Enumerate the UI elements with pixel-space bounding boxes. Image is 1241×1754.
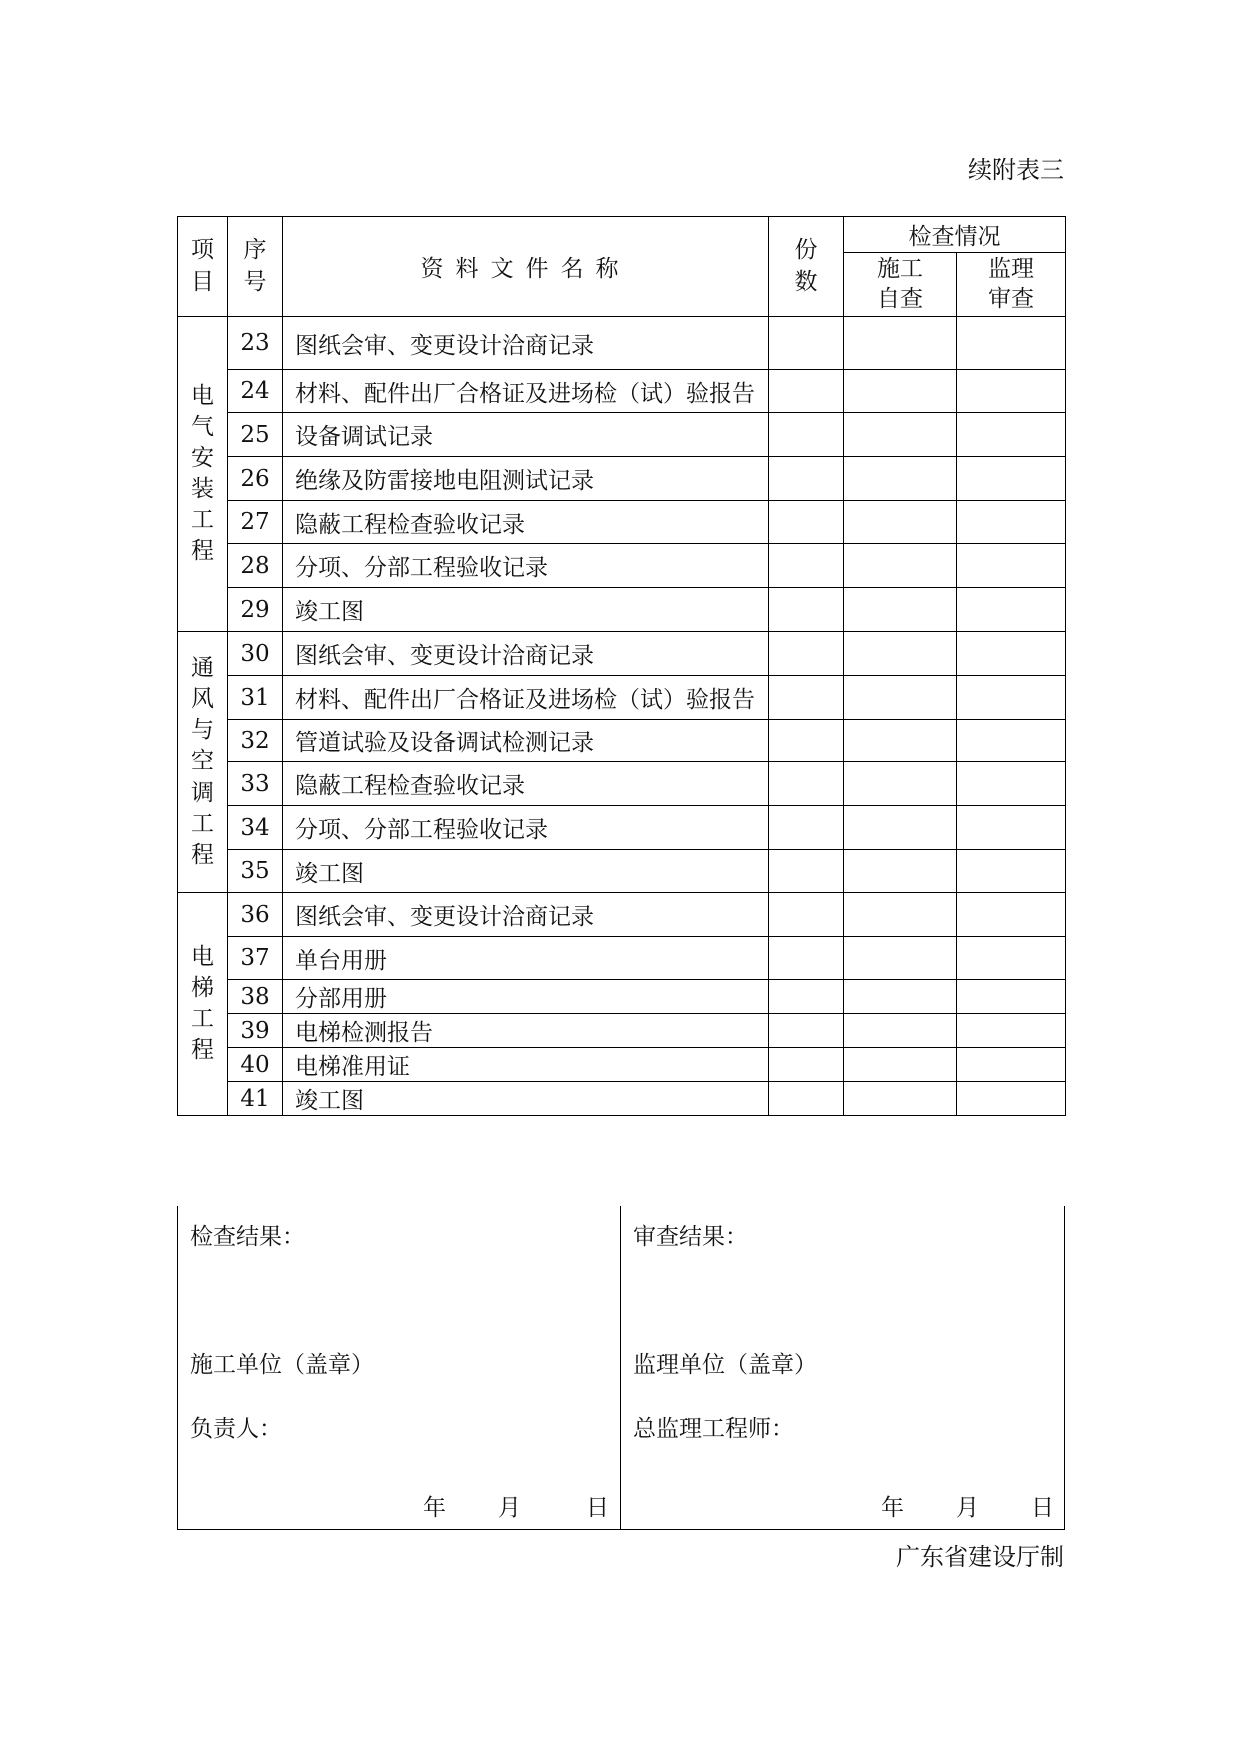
seq-cell: 26 (228, 457, 283, 501)
seq-cell: 24 (228, 370, 283, 413)
self-check-cell[interactable] (844, 1082, 957, 1116)
header-item-label: 项目 (191, 237, 214, 295)
document-name-cell: 管道试验及设备调试检测记录 (283, 720, 769, 762)
seq-cell: 31 (228, 676, 283, 720)
document-name-cell: 材料、配件出厂合格证及进场检（试）验报告 (283, 676, 769, 720)
copies-cell[interactable] (769, 937, 844, 980)
seq-cell: 32 (228, 720, 283, 762)
self-check-cell[interactable] (844, 544, 957, 588)
supervision-check-cell[interactable] (957, 980, 1066, 1014)
self-check-cell[interactable] (844, 980, 957, 1014)
seq-cell: 40 (228, 1048, 283, 1082)
copies-cell[interactable] (769, 457, 844, 501)
supervision-check-cell[interactable] (957, 457, 1066, 501)
supervision-check-cell[interactable] (957, 588, 1066, 632)
document-name-cell: 图纸会审、变更设计洽商记录 (283, 893, 769, 937)
self-check-cell[interactable] (844, 632, 957, 676)
supervision-check-cell[interactable] (957, 676, 1066, 720)
header-supervision-check (957, 253, 1066, 317)
table-row (178, 588, 1066, 632)
self-check-cell[interactable] (844, 850, 957, 893)
copies-cell[interactable] (769, 850, 844, 893)
right-date-month: 月 (956, 1495, 979, 1521)
supervision-check-cell[interactable] (957, 501, 1066, 544)
copies-cell[interactable] (769, 317, 844, 370)
group-cell (178, 893, 228, 1116)
review-result-label: 审查结果： (633, 1224, 748, 1250)
table-row (178, 980, 1066, 1014)
table-row (178, 676, 1066, 720)
supervision-check-cell[interactable] (957, 1014, 1066, 1048)
supervision-check-cell[interactable] (957, 806, 1066, 850)
supervision-check-cell[interactable] (957, 544, 1066, 588)
left-date-month: 月 (498, 1495, 521, 1521)
supervision-check-cell[interactable] (957, 762, 1066, 806)
construction-unit-label: 施工单位（盖章） (190, 1352, 374, 1378)
seq-cell: 25 (228, 413, 283, 457)
document-checklist-table (177, 216, 1066, 1116)
seq-cell: 28 (228, 544, 283, 588)
self-check-cell[interactable] (844, 893, 957, 937)
supervision-check-cell[interactable] (957, 720, 1066, 762)
copies-cell[interactable] (769, 720, 844, 762)
copies-cell[interactable] (769, 806, 844, 850)
left-date-day: 日 (586, 1495, 609, 1521)
table-row (178, 937, 1066, 980)
self-check-cell[interactable] (844, 501, 957, 544)
document-name-cell: 绝缘及防雷接地电阻测试记录 (283, 457, 769, 501)
document-name-cell: 单台用册 (283, 937, 769, 980)
document-name-cell: 图纸会审、变更设计洽商记录 (283, 317, 769, 370)
table-row (178, 1014, 1066, 1048)
document-name-cell: 设备调试记录 (283, 413, 769, 457)
self-check-cell[interactable] (844, 676, 957, 720)
supervision-check-cell[interactable] (957, 1048, 1066, 1082)
supervision-check-cell[interactable] (957, 937, 1066, 980)
seq-cell: 38 (228, 980, 283, 1014)
copies-cell[interactable] (769, 980, 844, 1014)
self-check-cell[interactable] (844, 370, 957, 413)
document-name-cell: 材料、配件出厂合格证及进场检（试）验报告 (283, 370, 769, 413)
copies-cell[interactable] (769, 632, 844, 676)
document-name-cell: 隐蔽工程检查验收记录 (283, 762, 769, 806)
supervision-check-cell[interactable] (957, 632, 1066, 676)
copies-cell[interactable] (769, 501, 844, 544)
document-name-cell: 竣工图 (283, 588, 769, 632)
seq-cell: 35 (228, 850, 283, 893)
table-header-row (178, 217, 1066, 253)
header-name (283, 217, 769, 317)
supervision-check-cell[interactable] (957, 370, 1066, 413)
document-name-cell: 分项、分部工程验收记录 (283, 806, 769, 850)
self-check-cell[interactable] (844, 457, 957, 501)
self-check-cell[interactable] (844, 1048, 957, 1082)
table-row (178, 632, 1066, 676)
header-check-label: 检查情况 (908, 224, 1001, 250)
table-row (178, 413, 1066, 457)
header-seq (228, 217, 283, 317)
copies-cell[interactable] (769, 1014, 844, 1048)
table-row (178, 720, 1066, 762)
self-check-cell[interactable] (844, 806, 957, 850)
supervision-check-cell[interactable] (957, 850, 1066, 893)
table-row (178, 317, 1066, 370)
header-copies-label: 份数 (794, 237, 818, 295)
responsible-person-label: 负责人： (190, 1416, 282, 1442)
seq-cell: 34 (228, 806, 283, 850)
self-check-cell[interactable] (844, 762, 957, 806)
document-name-cell: 竣工图 (283, 850, 769, 893)
group-cell (178, 317, 228, 632)
self-check-cell[interactable] (844, 937, 957, 980)
issuing-authority-label: 广东省建设厅制 (896, 1543, 1064, 1571)
table-row (178, 1082, 1066, 1116)
seq-cell: 30 (228, 632, 283, 676)
document-name-cell: 电梯检测报告 (283, 1014, 769, 1048)
seq-cell: 39 (228, 1014, 283, 1048)
self-check-cell[interactable] (844, 1014, 957, 1048)
header-name-label: 资料文件名称 (420, 256, 631, 282)
self-check-cell[interactable] (844, 720, 957, 762)
table-row (178, 850, 1066, 893)
document-name-cell: 分项、分部工程验收记录 (283, 544, 769, 588)
group-name: 电梯工程 (191, 943, 214, 1064)
header-self-check-label: 施工自查 (877, 255, 923, 312)
header-check (844, 217, 1066, 253)
seq-cell: 27 (228, 501, 283, 544)
seq-cell: 33 (228, 762, 283, 806)
copies-cell[interactable] (769, 762, 844, 806)
table-row (178, 1048, 1066, 1082)
group-name: 电气安装工程 (191, 382, 214, 565)
copies-cell[interactable] (769, 676, 844, 720)
document-name-cell: 电梯准用证 (283, 1048, 769, 1082)
supervision-check-cell[interactable] (957, 1082, 1066, 1116)
document-name-cell: 图纸会审、变更设计洽商记录 (283, 632, 769, 676)
chief-supervisor-label: 总监理工程师： (633, 1416, 794, 1442)
supervision-check-cell[interactable] (957, 317, 1066, 370)
check-result-label: 检查结果： (190, 1224, 305, 1250)
seq-cell: 23 (228, 317, 283, 370)
seq-cell: 37 (228, 937, 283, 980)
copies-cell[interactable] (769, 588, 844, 632)
self-check-cell[interactable] (844, 588, 957, 632)
copies-cell[interactable] (769, 413, 844, 457)
header-supervision-check-label: 监理审查 (988, 255, 1034, 312)
copies-cell[interactable] (769, 1082, 844, 1116)
table-row (178, 501, 1066, 544)
document-name-cell: 竣工图 (283, 1082, 769, 1116)
copies-cell[interactable] (769, 893, 844, 937)
seq-cell: 41 (228, 1082, 283, 1116)
signoff-section (177, 1206, 1065, 1530)
copies-cell[interactable] (769, 370, 844, 413)
signoff-divider (620, 1206, 621, 1529)
right-date-year: 年 (881, 1495, 904, 1521)
table-row (178, 762, 1066, 806)
table-row (178, 370, 1066, 413)
supervision-check-cell[interactable] (957, 413, 1066, 457)
header-copies (769, 217, 844, 317)
seq-cell: 36 (228, 893, 283, 937)
group-cell (178, 632, 228, 893)
table-row (178, 544, 1066, 588)
table-row (178, 457, 1066, 501)
left-date-year: 年 (423, 1495, 446, 1521)
form-continuation-label: 续附表三 (968, 156, 1064, 184)
right-date-day: 日 (1031, 1495, 1054, 1521)
table-row (178, 806, 1066, 850)
header-seq-label: 序号 (243, 237, 267, 295)
document-name-cell: 分部用册 (283, 980, 769, 1014)
header-item (178, 217, 228, 317)
self-check-cell[interactable] (844, 413, 957, 457)
self-check-cell[interactable] (844, 317, 957, 370)
supervision-check-cell[interactable] (957, 893, 1066, 937)
supervision-unit-label: 监理单位（盖章） (633, 1352, 817, 1378)
seq-cell: 29 (228, 588, 283, 632)
table-row (178, 893, 1066, 937)
copies-cell[interactable] (769, 1048, 844, 1082)
group-name: 通风与空调工程 (191, 655, 214, 868)
header-self-check (844, 253, 957, 317)
copies-cell[interactable] (769, 544, 844, 588)
document-name-cell: 隐蔽工程检查验收记录 (283, 501, 769, 544)
